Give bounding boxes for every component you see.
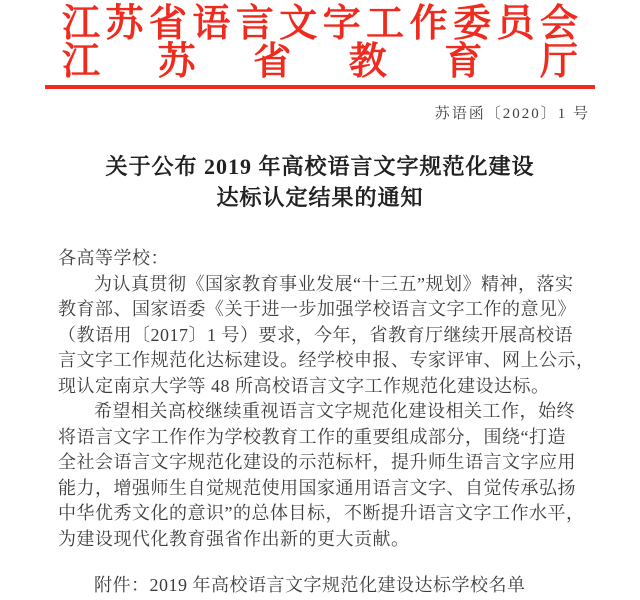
- issuing-org-secondary: 江苏省教育厅: [62, 41, 578, 83]
- body-line: 言文字工作规范化达标建设。经学校申报、专家评审、网上公示，: [58, 350, 595, 370]
- notice-body: [58, 246, 595, 599]
- red-divider-line: [45, 85, 595, 89]
- notice-title-line1: 关于公布 2019 年高校语言文字规范化建设: [105, 154, 535, 179]
- document-reference-number: 苏语函〔2020〕1 号: [434, 106, 590, 122]
- body-line: （教语用〔2017〕1 号）要求，今年，省教育厅继续开展高校语: [58, 324, 573, 345]
- issuing-org-primary: 江苏省语言文字工作委员会: [62, 3, 578, 45]
- body-line: 希望相关高校继续重视语言文字规范化建设相关工作，始终: [94, 401, 575, 421]
- body-line: 为建设现代化教育强省作出新的更大贡献。: [58, 528, 410, 549]
- paragraph-2: [58, 399, 585, 552]
- salutation: 各高等学校：: [58, 248, 169, 268]
- body-line: 教育部、国家语委《关于进一步加强学校语言文字工作的意见》: [58, 299, 576, 319]
- attachment-note: 附件：2019 年高校语言文字规范化建设达标学校名单: [94, 575, 526, 595]
- body-line: 现认定南京大学等 48 所高校语言文字工作规范化建设达标。: [58, 375, 550, 396]
- body-line: 能力，增强师生自觉规范使用国家通用语言文字、自觉传承弘扬: [58, 477, 576, 498]
- letterhead: [0, 0, 640, 81]
- body-line: 将语言文字工作作为学校教育工作的重要组成部分，围绕“打造: [58, 426, 566, 447]
- notice-title: [0, 151, 640, 213]
- body-line: 为认真贯彻《国家教育事业发展“十三五”规划》精神，落实: [94, 273, 574, 294]
- body-line: 中华优秀文化的意识”的总体目标，不断提升语言文字工作水平，: [58, 503, 585, 523]
- body-line: 全社会语言文字规范化建设的示范标杆，提升师生语言文字应用: [58, 452, 576, 472]
- notice-title-line2: 达标认定结果的通知: [216, 185, 424, 210]
- paragraph-1: [58, 272, 595, 400]
